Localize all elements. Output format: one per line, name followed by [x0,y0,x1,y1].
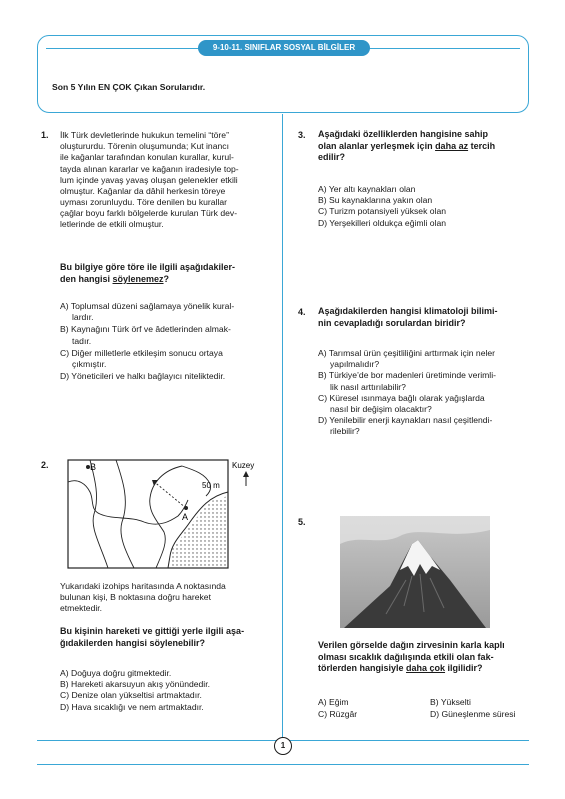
path-arrow [152,480,186,508]
q3-question-line: Aşağıdaki özelliklerden hangisine sahip [318,129,489,139]
q4-question [318,306,533,329]
q3-options [318,184,533,229]
q1-passage-line: ile kağanlar tarafından konulan kurallar, kurul- [60,152,234,163]
q3-option-b[interactable]: B) Su kaynaklarına yakın olan [318,195,433,206]
page-subtitle: Son 5 Yılın EN ÇOK Çıkan Sorularıdır. [52,82,206,92]
q1-passage-line: letlerinde de etkili olmuştur. [60,219,164,230]
q2-passage-line: Yukarıdaki izohips haritasında A noktasında [60,581,226,591]
contour-line [116,460,134,568]
contour-map [60,456,270,571]
q4-option-b[interactable]: B) Türkiye’de bor madenleri üretiminde verimli- lik nasıl arttırılabilir? [318,370,496,392]
q1-option-d[interactable]: D) Yöneticileri ve halkı bağlayıcı niteliktedir. [60,371,226,382]
q4-option-a[interactable]: A) Tarımsal ürün çeşitliliğini arttırmak için neler yapılmalıdır? [318,348,496,370]
q1-passage-line: lum içinde yavaş yavaş oluşan gelenekler etkili [60,174,238,185]
q1-number: 1. [41,130,49,140]
q3-question-underlined: daha az [435,140,469,151]
q3-question-text: tercih [468,140,496,151]
q5-option-d[interactable]: D) Güneşlenme süresi [430,709,516,719]
q1-option-a[interactable]: A) Toplumsal düzeni sağlamaya yönelik kural- lardır. [60,301,235,323]
q1-question-text: den hangisi [60,273,113,284]
q4-option-c[interactable]: C) Küresel ısınmaya bağlı olarak yağışlarda nasıl bir değişim olacaktır? [318,392,485,414]
q2-option-a[interactable]: A) Doğuya doğru gitmektedir. [60,668,172,678]
q1-question-underlined: söylenemez [112,273,164,284]
q1-option-c[interactable]: C) Diğer milletlerle etkileşim sonucu ortaya çıkmıştır. [60,347,223,369]
q5-question-line [318,663,533,675]
q5-question-line: Verilen görselde dağın zirvesinin karla kaplı [318,640,505,650]
q5-question-line: olması sıcaklık dağılışında etkili olan fak- [318,651,494,662]
point-b-label: B [90,462,97,472]
q2-question [60,626,275,649]
q1-passage-line: İlk Türk devletlerinde hukukun temelini “töre” [60,130,229,140]
north-arrow-head-icon [243,471,249,477]
q2-passage-line: bulunan kişi, B noktasına doğru hareket [60,592,211,603]
q4-option-d[interactable]: D) Yenilebilir enerji kaynakları nasıl çeşitlendi- rilebilir? [318,415,493,437]
footer-rule-bottom [37,764,529,765]
q3-question [318,129,533,164]
q1-passage-line: oluştururdu. Törenin oluşumunda; Kut inancı [60,141,229,152]
q3-option-c[interactable]: C) Turizm potansiyeli yüksek olan [318,206,446,217]
q4-options [318,348,533,437]
q5-option-a[interactable]: A) Eğim [318,697,349,707]
river [68,481,188,524]
q2-option-d[interactable]: D) Hava sıcaklığı ve nem artmaktadır. [60,701,204,712]
q2-passage-line: etmektedir. [60,603,103,614]
point-a-label: A [182,512,189,522]
q5-number: 5. [298,517,306,527]
q5-question-underlined: daha çok [406,663,446,674]
sea-area [170,496,228,568]
q1-passage-line: tayda alınan kararlar ve kağanın iradesiyle top- [60,163,239,174]
q2-option-b[interactable]: B) Hareketi akarsuyun akış yönündedir. [60,679,210,690]
q5-option-c[interactable]: C) Rüzgâr [318,709,358,719]
q1-passage [60,130,275,231]
header-box [37,35,529,113]
page-number: 1 [274,737,292,755]
q5-option-b[interactable]: B) Yükselti [430,697,471,707]
q1-question-line [60,274,275,286]
q3-question-text: olan alanlar yerleşmek için [318,140,436,151]
q4-question-line: Aşağıdakilerden hangisi klimatoloji bilimi- [318,306,498,316]
q1-question-text: ? [163,273,170,284]
point-a-marker [184,506,188,510]
q3-question-line: edilir? [318,152,346,163]
q5-question-text: ilgilidir? [445,663,483,674]
q4-number: 4. [298,307,306,317]
q1-question [60,262,275,285]
q2-passage [60,581,275,615]
q1-passage-line: çağlar boyu farklı bölgelerde kurulan Türk dev- [60,208,238,219]
q4-question-line: nin cevapladığı sorulardan biridir? [318,317,466,328]
q3-option-d[interactable]: D) Yerşekilleri oldukça eğimli olan [318,217,447,228]
contour-label: 50 m [202,481,220,490]
column-divider [282,114,283,740]
q1-options [60,301,275,382]
q2-question-line: Bu kişinin hareketi ve gittiği yerle ilgili aşa- [60,626,245,636]
q2-number: 2. [41,460,49,470]
q3-question-line [318,141,533,153]
q1-passage-line: uyması zorunluydu. Töre denilen bu kurallar [60,197,228,208]
q1-option-b[interactable]: B) Kaynağını Türk örf ve âdetlerinden almak- tadır. [60,324,231,346]
q2-options [60,668,275,713]
q1-passage-line: olmuştur. Kağanlar da dâhil herkesin töreye [60,185,226,196]
q3-number: 3. [298,130,306,140]
q3-option-a[interactable]: A) Yer altı kaynakları olan [318,184,416,194]
north-label: Kuzey [232,461,255,470]
page-title: 9-10-11. SINIFLAR SOSYAL BİLGİLER [198,40,370,56]
q5-question-text: törlerden hangisiyle [318,663,407,674]
mountain-image [340,516,490,628]
q2-question-line: ğıdakilerden hangisi söylenebilir? [60,637,206,648]
q2-option-c[interactable]: C) Denize olan yükseltisi artmaktadır. [60,690,202,701]
arrow-head [152,480,158,486]
q1-question-line: Bu bilgiye göre töre ile ilgili aşağıdakiler- [60,262,236,272]
q5-question [318,640,533,675]
